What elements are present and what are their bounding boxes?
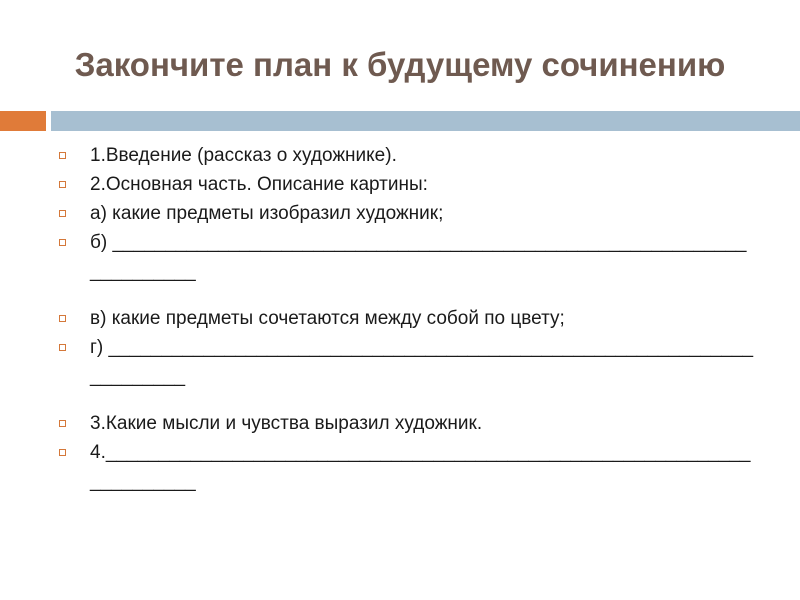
list-item bbox=[56, 304, 756, 333]
square-bullet-icon bbox=[59, 420, 66, 427]
list-item-text: г) ______________________________________________________________________ bbox=[90, 337, 754, 387]
list-item bbox=[56, 170, 756, 199]
square-bullet-icon bbox=[59, 344, 66, 351]
list-item-text: 1.Введение (рассказ о художнике). bbox=[90, 145, 397, 166]
list-item bbox=[56, 333, 756, 391]
list-item-text: а) какие предметы изобразил художник; bbox=[90, 203, 444, 224]
square-bullet-icon bbox=[59, 239, 66, 246]
list-item-text: 2.Основная часть. Описание картины: bbox=[90, 174, 428, 195]
list-item-text: 4._______________________________________________________________________ bbox=[90, 442, 751, 492]
list-item bbox=[56, 409, 756, 438]
list-item bbox=[56, 228, 756, 286]
square-bullet-icon bbox=[59, 181, 66, 188]
square-bullet-icon bbox=[59, 315, 66, 322]
list-item-text: в) какие предметы сочетаются между собой по цвету; bbox=[90, 308, 565, 329]
slide-title: Закончите план к будущему сочинению bbox=[74, 46, 726, 83]
title-underline-bar bbox=[51, 111, 800, 131]
square-bullet-icon bbox=[59, 210, 66, 217]
list-item-text: 3.Какие мысли и чувства выразил художник. bbox=[90, 413, 483, 434]
list-item bbox=[56, 438, 756, 496]
plan-list bbox=[56, 141, 756, 496]
square-bullet-icon bbox=[59, 152, 66, 159]
list-item bbox=[56, 141, 756, 170]
square-bullet-icon bbox=[59, 449, 66, 456]
list-item bbox=[56, 199, 756, 228]
list-item-text: б) ______________________________________________________________________ bbox=[90, 232, 747, 282]
accent-bar bbox=[0, 111, 46, 131]
